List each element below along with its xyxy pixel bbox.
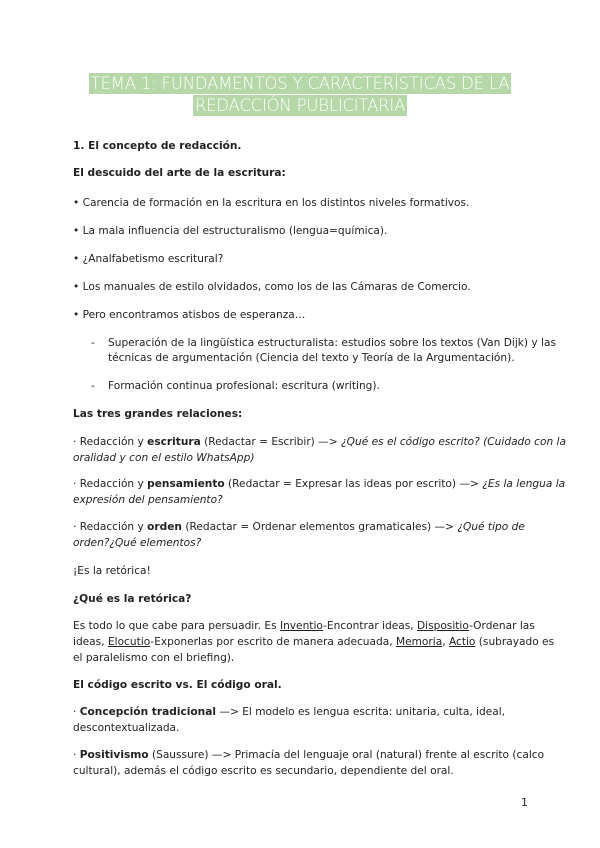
title-line-1: TEMA 1: FUNDAMENTOS Y CARACTERÍSTICAS DE LA xyxy=(90,74,510,93)
bullet-manuales: • Los manuales de estilo olvidados, como los de las Cámaras de Comercio. xyxy=(73,281,471,293)
section-heading-concepto: 1. El concepto de redacción. xyxy=(73,140,242,152)
heading-descuido: El descuido del arte de la escritura: xyxy=(73,167,286,179)
bullet-carencia: • Carencia de formación en la escritura en los distintos niveles formativos. xyxy=(73,197,470,209)
bullet-esperanza: • Pero encontramos atisbos de esperanza… xyxy=(73,309,306,321)
paragraph-positivismo: · Positivismo (Saussure) —> Primacía del lenguaje oral (natural) frente al escrito (calco cultural), además el código escrito es secundario, dependiente del oral. xyxy=(73,749,545,777)
bullet-analfabetismo: • ¿Analfabetismo escritural? xyxy=(73,253,224,265)
text-es-retorica: ¡Es la retórica! xyxy=(73,565,151,577)
title-line-2: REDACCIÓN PUBLICITARIA xyxy=(194,96,406,115)
heading-que-es-retorica: ¿Qué es la retórica? xyxy=(73,593,192,605)
relacion-escritura: · Redacción y escritura (Redactar = Escribir) —> ¿Qué es el código escrito? (Cuidado con la oralidad y con el estilo WhatsApp) xyxy=(73,436,566,464)
relacion-orden: · Redacción y orden (Redactar = Ordenar elementos gramaticales) —> ¿Qué tipo de orden?¿Qué elementos? xyxy=(73,521,525,549)
paragraph-retorica: Es todo lo que cabe para persuadir. Es Inventio-Encontrar ideas, Dispositio-Ordenar las ideas, Elocutio-Exponerlas por escrito de manera adecuada, Memoria, Actio (subrayado es el paralelismo con el briefing). xyxy=(73,620,555,664)
bullet-estructuralismo: • La mala influencia del estructuralismo (lengua=química). xyxy=(73,225,388,237)
dash-marker: - xyxy=(91,380,95,392)
heading-codigo: El código escrito vs. El código oral. xyxy=(73,679,282,691)
subitem-formacion: - Formación continua profesional: escritura (writing). xyxy=(91,380,380,392)
paragraph-tradicional: · Concepción tradicional —> El modelo es lengua escrita: unitaria, culta, ideal, descontextualizada. xyxy=(73,706,506,734)
subitem-superacion: - Superación de la lingüística estructuralista: estudios sobre los textos (Van Dijk) y las técnicas de argumentación (Ciencia del texto y Teoría de la Argumentación). xyxy=(91,337,557,364)
page-number: 1 xyxy=(521,796,528,809)
relacion-pensamiento: · Redacción y pensamiento (Redactar = Expresar las ideas por escrito) —> ¿Es la lengua la expresión del pensamiento? xyxy=(73,478,566,506)
heading-relaciones: Las tres grandes relaciones: xyxy=(73,408,243,420)
dash-marker: - xyxy=(91,337,95,349)
